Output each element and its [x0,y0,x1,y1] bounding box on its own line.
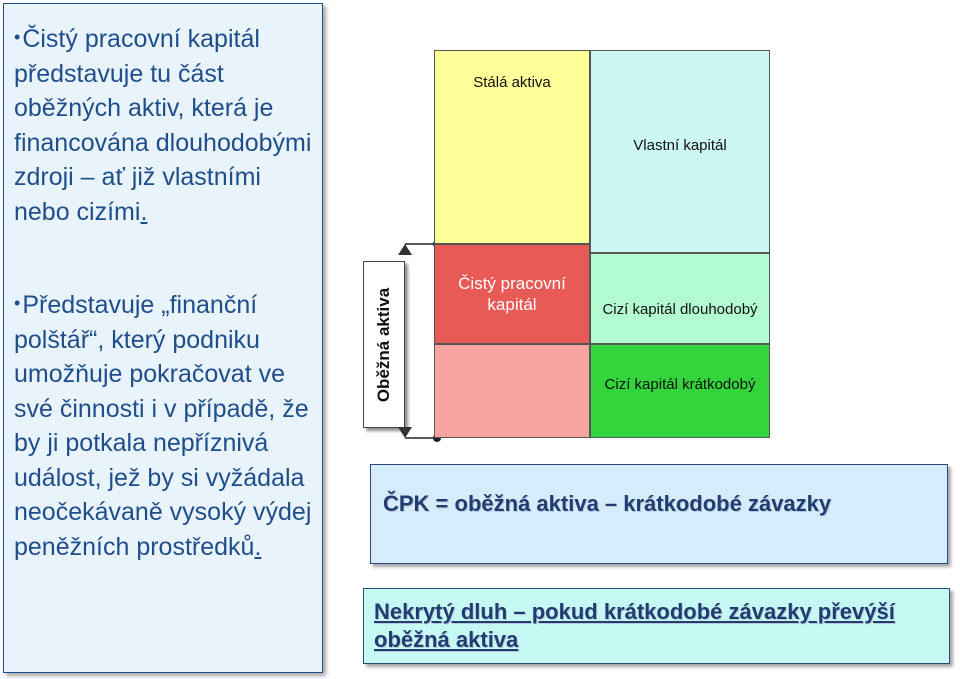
equity-block [590,50,770,253]
current-assets-lower-block [434,344,590,438]
long-term-debt-label: Cizí kapitál dlouhodobý [602,301,758,318]
paragraph-definition-text: Čistý pracovní kapitál představuje tu část oběžných aktiv, která je financována dlouhodobými zdroji – ať již vlastními nebo cizími [14,25,312,226]
paragraph-terminator: . [140,197,148,226]
paragraph-terminator: . [254,532,262,561]
bullet-icon: • [14,293,21,313]
short-term-debt-label: Cizí kapitál krátkodobý [604,376,756,393]
current-assets-label: Oběžná aktiva [374,287,393,402]
arrow-down-icon [398,427,412,438]
paragraph-financial-cushion-text: Představuje „finanční polštář“, který podniku umožňuje pokračovat ve své činnosti i v případě, že by ji potkala nepříznivá událost, jež by si vyžádala neočekávaně vysoký výdej peněžních prostředků [14,291,312,561]
net-working-capital-block [434,244,590,344]
fixed-assets-block [434,50,590,244]
uncovered-debt-text [374,598,934,654]
net-working-capital-label: Čistý pracovní kapitál [458,274,566,314]
equity-label: Vlastní kapitál [633,137,727,154]
long-term-debt-block [590,253,770,344]
fixed-assets-label: Stálá aktiva [473,74,551,91]
uncovered-debt-term: Nekrytý dluh [374,599,508,624]
short-term-debt-block [590,344,770,438]
uncovered-debt-box [363,588,950,664]
bullet-icon: • [14,27,21,47]
formula-text: ČPK = oběžná aktiva – krátkodobé závazky [383,491,832,516]
arrow-up-icon [398,244,412,255]
formula-box [370,464,948,564]
uncovered-debt-definition: – pokud krátkodobé závazky převýší oběžná aktiva [374,599,895,652]
